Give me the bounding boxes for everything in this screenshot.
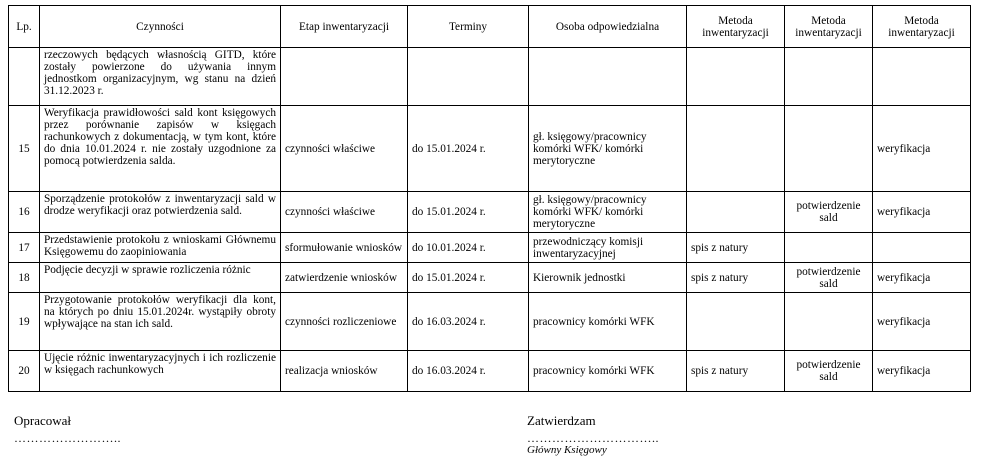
row-activity: Sporządzenie protokołów z inwentaryzacji sald w drodze weryfikacji oraz potwierdzenia sald.: [40, 192, 281, 233]
row-method-2: potwierdzenie sald: [785, 263, 873, 293]
row-stage: czynności właściwe: [281, 192, 408, 233]
table-row: [9, 192, 971, 233]
row-responsible-person: przewodniczący komisji inwentaryzacyjnej: [529, 233, 687, 263]
row-activity: Podjęcie decyzji w sprawie rozliczenia różnic: [40, 263, 281, 293]
header-method-2: Metoda inwentaryzacji: [785, 6, 873, 48]
row-number: 15: [9, 106, 40, 192]
row-responsible-person: pracownicy komórki WFK: [529, 351, 687, 392]
table-row: [9, 293, 971, 351]
header-activities: Czynności: [40, 6, 281, 48]
row-term: do 10.01.2024 r.: [408, 233, 529, 263]
row-method-1: spis z natury: [687, 351, 785, 392]
row-method-1: spis z natury: [687, 233, 785, 263]
approve-signature-line: …………………………..: [527, 431, 659, 445]
row-activity: Ujęcie różnic inwentaryzacyjnych i ich rozliczenie w księgach rachunkowych: [40, 351, 281, 392]
header-responsible-person: Osoba odpowiedzialna: [529, 6, 687, 48]
row-method-3: weryfikacja: [873, 106, 971, 192]
row-method-1: [687, 48, 785, 106]
row-activity: rzeczowych będących własnością GITD, które zostały powierzone do używania innym jednostkom organizacyjnym, wg stanu na dzień 31.12.2023 r.: [40, 48, 281, 106]
row-method-1: spis z natury: [687, 263, 785, 293]
row-term: do 16.03.2024 r.: [408, 351, 529, 392]
row-method-2: [785, 293, 873, 351]
row-stage: czynności właściwe: [281, 106, 408, 192]
row-method-2: [785, 106, 873, 192]
row-method-3: [873, 48, 971, 106]
row-method-3: weryfikacja: [873, 351, 971, 392]
row-method-3: weryfikacja: [873, 192, 971, 233]
header-method-3: Metoda inwentaryzacji: [873, 6, 971, 48]
table-row: [9, 233, 971, 263]
row-method-1: [687, 106, 785, 192]
row-number: 18: [9, 263, 40, 293]
row-method-1: [687, 293, 785, 351]
row-stage: realizacja wniosków: [281, 351, 408, 392]
row-stage: [281, 48, 408, 106]
row-term: [408, 48, 529, 106]
row-number: [9, 48, 40, 106]
row-responsible-person: Kierownik jednostki: [529, 263, 687, 293]
row-stage: sformułowanie wniosków: [281, 233, 408, 263]
row-term: do 15.01.2024 r.: [408, 192, 529, 233]
row-method-3: weryfikacja: [873, 293, 971, 351]
row-term: do 15.01.2024 r.: [408, 263, 529, 293]
row-method-3: [873, 233, 971, 263]
row-term: do 16.03.2024 r.: [408, 293, 529, 351]
row-method-2: [785, 48, 873, 106]
row-responsible-person: gł. księgowy/pracownicy komórki WFK/ komórki merytoryczne: [529, 106, 687, 192]
inventory-schedule-table: [8, 5, 971, 392]
row-method-2: potwierdzenie sald: [785, 192, 873, 233]
table-row: [9, 351, 971, 392]
row-activity: Przedstawienie protokołu z wnioskami Głównemu Księgowemu do zaopiniowania: [40, 233, 281, 263]
prepared-by-signature-line: ……………………..: [14, 431, 121, 445]
row-responsible-person: gł. księgowy/pracownicy komórki WFK/ komórki merytoryczne: [529, 192, 687, 233]
row-activity: Przygotowanie protokołów weryfikacji dla kont, na których po dniu 15.01.2024r. wystąpiły obroty wpływające na stan ich sald.: [40, 293, 281, 351]
row-method-2: potwierdzenie sald: [785, 351, 873, 392]
row-number: 17: [9, 233, 40, 263]
header-lp: Lp.: [9, 6, 40, 48]
header-method-1: Metoda inwentaryzacji: [687, 6, 785, 48]
table-header-row: [9, 6, 971, 48]
approver-title: Główny Księgowy: [527, 444, 607, 456]
approve-label: Zatwierdzam: [527, 413, 596, 428]
prepared-by-label: Opracował: [14, 413, 72, 428]
row-term: do 15.01.2024 r.: [408, 106, 529, 192]
row-number: 16: [9, 192, 40, 233]
header-terms: Terminy: [408, 6, 529, 48]
header-stage: Etap inwentaryzacji: [281, 6, 408, 48]
row-stage: zatwierdzenie wniosków: [281, 263, 408, 293]
row-number: 20: [9, 351, 40, 392]
row-responsible-person: [529, 48, 687, 106]
row-method-2: [785, 233, 873, 263]
row-responsible-person: pracownicy komórki WFK: [529, 293, 687, 351]
row-activity: Weryfikacja prawidłowości sald kont księgowych przez porównanie zapisów w księgach rachunkowych z dokumentacją, w tym kont, które do dnia 10.01.2024 r. nie zostały uzgodnione za pomocą potwierdzenia salda.: [40, 106, 281, 192]
row-method-1: [687, 192, 785, 233]
table-row: [9, 263, 971, 293]
row-stage: czynności rozliczeniowe: [281, 293, 408, 351]
table-row: [9, 106, 971, 192]
row-method-3: weryfikacja: [873, 263, 971, 293]
table-row: [9, 48, 971, 106]
row-number: 19: [9, 293, 40, 351]
